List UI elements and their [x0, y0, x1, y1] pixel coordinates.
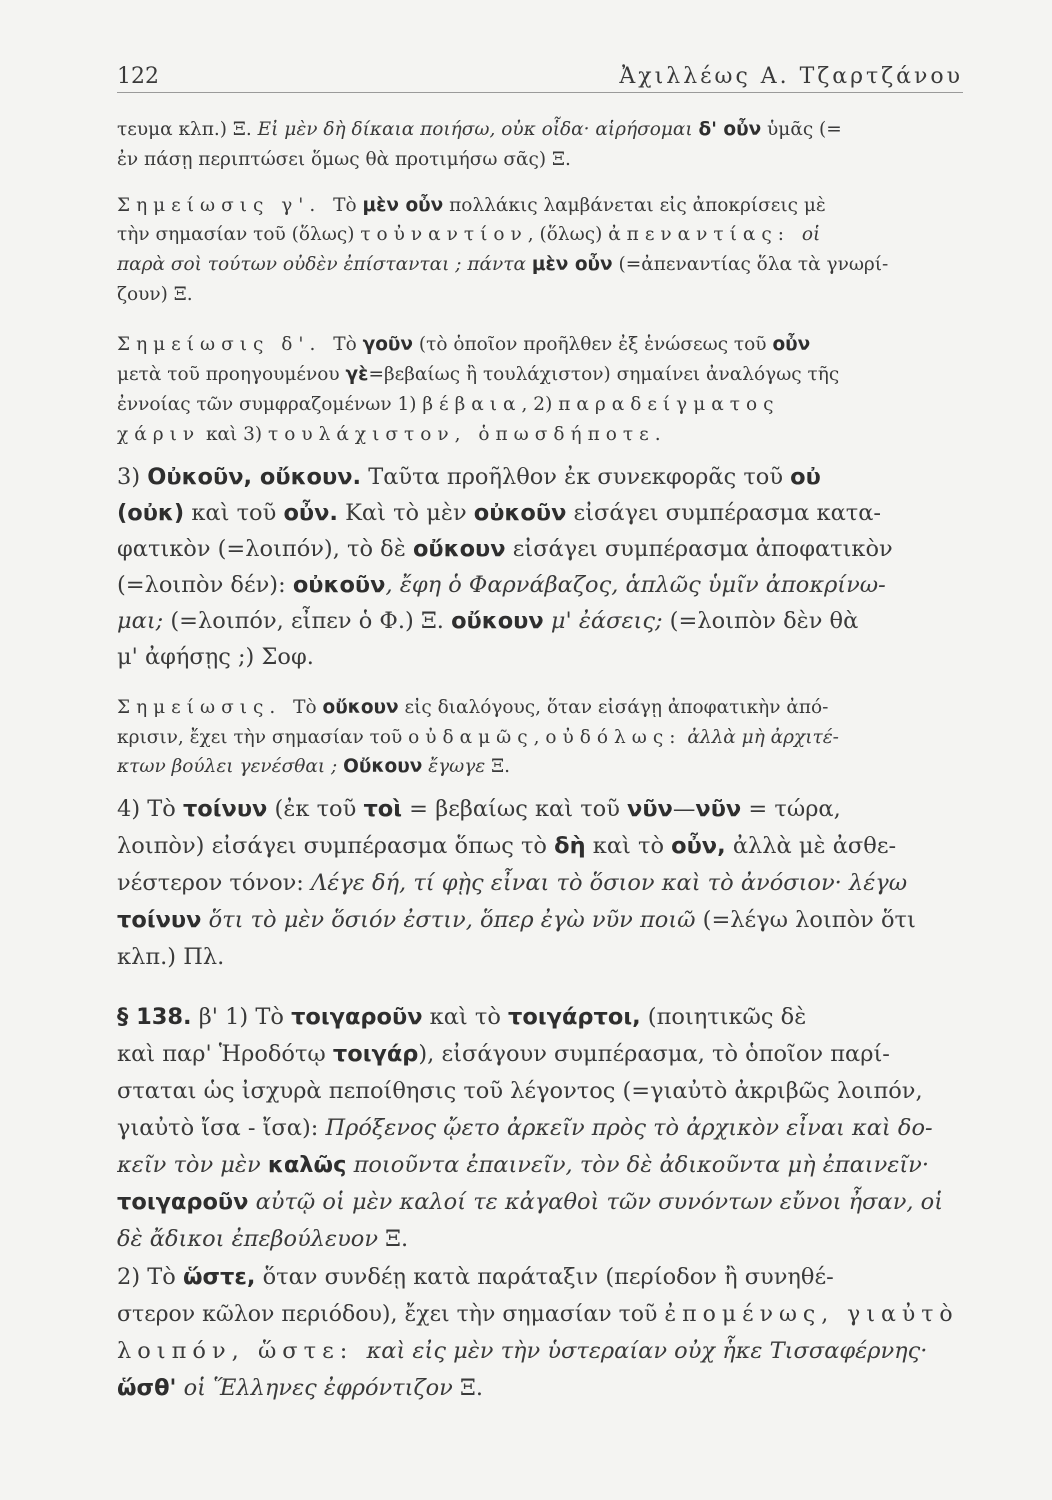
note-line: παρὰ σοὶ τούτων οὐδὲν ἐπίστανται ; πάντα μὲν οὖν (=ἀπεναντίας ὅλα τὰ γνωρί- [117, 254, 889, 275]
note-line: μετὰ τοῦ προηγουμένου γὲ=βεβαίως ἢ τουλάχιστον) σημαίνει ἀναλόγως τῆς [117, 364, 840, 385]
note-line: Σημείωσις. Τὸ οὔκουν εἰς διαλόγους, ὅταν εἰσάγῃ ἀποφατικὴν ἀπό- [117, 697, 829, 718]
page-header [117, 58, 963, 93]
body-line: καὶ παρ' Ἡροδότῳ τοιγάρ), εἰσάγουν συμπέρασμα, τὸ ὁποῖον παρί- [117, 1041, 890, 1067]
body-line: 4) Τὸ τοίνυν (ἐκ τοῦ τοὶ = βεβαίως καὶ τοῦ νῦν—νῦν = τώρα, [117, 796, 841, 822]
body-line: κλπ.) Πλ. [117, 944, 225, 970]
text-line: τευμα κλπ.) Ξ. Εἰ μὲν δὴ δίκαια ποιήσω, οὐκ οἶδα· αἱρήσομαι δ' οὖν ὑμᾶς (= [117, 119, 842, 140]
body-line: τοίνυν ὅτι τὸ μὲν ὅσιόν ἐστιν, ὅπερ ἐγὼ νῦν ποιῶ (=λέγω λοιπὸν ὅτι [117, 907, 916, 933]
body-line: 3) Οὐκοῦν, οὔκουν. Ταῦτα προῆλθον ἐκ συνεκφορᾶς τοῦ οὐ [117, 464, 821, 490]
body-line: ὥσθ' οἱ Ἕλληνες ἐφρόντιζον Ξ. [117, 1375, 484, 1401]
body-line: κεῖν τὸν μὲν καλῶς ποιοῦντα ἐπαινεῖν, τὸν δὲ ἀδικοῦντα μὴ ἐπαινεῖν· [117, 1152, 930, 1178]
body-line: μ' ἀφήσῃς ;) Σοφ. [117, 644, 314, 670]
note-line: Σημείωσις δ'. Τὸ γοῦν (τὸ ὁποῖον προῆλθεν ἐξ ἑνώσεως τοῦ οὖν [117, 334, 811, 355]
body-line: (=λοιπὸν δέν): οὐκοῦν, ἔφη ὁ Φαρνάβαζος, ἁπλῶς ὑμῖν ἀποκρίνω- [117, 572, 886, 598]
note-line: Σημείωσις γ'. Τὸ μὲν οὖν πολλάκις λαμβάνεται εἰς ἀποκρίσεις μὲ [117, 195, 826, 216]
note-line: κρισιν, ἔχει τὴν σημασίαν τοῦ οὐδαμῶς, οὐδόλως: ἀλλὰ μὴ ἀρχιτέ- [117, 727, 839, 748]
body-line: σταται ὡς ἰσχυρὰ πεποίθησις τοῦ λέγοντος (=γιαὐτὸ ἀκριβῶς λοιπόν, [117, 1078, 923, 1104]
body-line: (οὐκ) καὶ τοῦ οὖν. Καὶ τὸ μὲν οὐκοῦν εἰσάγει συμπέρασμα κατα- [117, 500, 882, 526]
section-line: § 138. β' 1) Τὸ τοιγαροῦν καὶ τὸ τοιγάρτοι, (ποιητικῶς δὲ [117, 1004, 807, 1030]
page-number: 122 [117, 64, 159, 89]
body-line: δὲ ἄδικοι ἐπεβούλευον Ξ. [117, 1226, 409, 1252]
body-line: νέστερον τόνον: Λέγε δή, τί φῂς εἶναι τὸ ὅσιον καὶ τὸ ἀνόσιον· λέγω [117, 870, 908, 896]
note-line: χάριν καὶ 3) τουλάχιστον, ὁπωσδήποτε. [117, 424, 667, 445]
body-line: 2) Τὸ ὥστε, ὅταν συνδέῃ κατὰ παράταξιν (περίοδον ἢ συνηθέ- [117, 1264, 834, 1290]
body-line: τοιγαροῦν αὐτῷ οἱ μὲν καλοί τε κἀγαθοὶ τῶν συνόντων εὔνοι ἦσαν, οἱ [117, 1189, 944, 1215]
note-line: ἐννοίας τῶν συμφραζομένων 1) βέβαια, 2) παραδείγματος [117, 394, 780, 415]
body-line: γιαὐτὸ ἴσα - ἴσα): Πρόξενος ᾤετο ἀρκεῖν πρὸς τὸ ἀρχικὸν εἶναι καὶ δο- [117, 1115, 933, 1141]
body-line: στερον κῶλον περιόδου), ἔχει τὴν σημασίαν τοῦ ἐπομένως, γιαὐτὸ [117, 1302, 959, 1327]
running-title: Ἀχιλλέως Α. Τζαρτζάνου [619, 64, 963, 89]
body-line: μαι; (=λοιπόν, εἶπεν ὁ Φ.) Ξ. οὔκουν μ' ἐάσεις; (=λοιπὸν δὲν θὰ [117, 608, 859, 634]
body-line: λοιπὸν) εἰσάγει συμπέρασμα ὅπως τὸ δὴ καὶ τὸ οὖν, ἀλλὰ μὲ ἀσθε- [117, 833, 897, 859]
note-line: τὴν σημασίαν τοῦ (ὅλως) τοὐναντίον, (ὅλως) ἀπεναντίας: οἱ [117, 224, 821, 245]
note-line: ζουν) Ξ. [117, 284, 193, 305]
body-line: λοιπόν, ὥστε: καὶ εἰς μὲν τὴν ὑστεραίαν οὐχ ἧκε Τισσαφέρνης· [117, 1338, 928, 1364]
note-line: κτων βούλει γενέσθαι ; Οὔκουν ἔγωγε Ξ. [117, 756, 511, 777]
body-line: φατικὸν (=λοιπόν), τὸ δὲ οὔκουν εἰσάγει συμπέρασμα ἀποφατικὸν [117, 536, 893, 562]
text-line: ἐν πάσῃ περιπτώσει ὅμως θὰ προτιμήσω σᾶς) Ξ. [117, 149, 571, 170]
